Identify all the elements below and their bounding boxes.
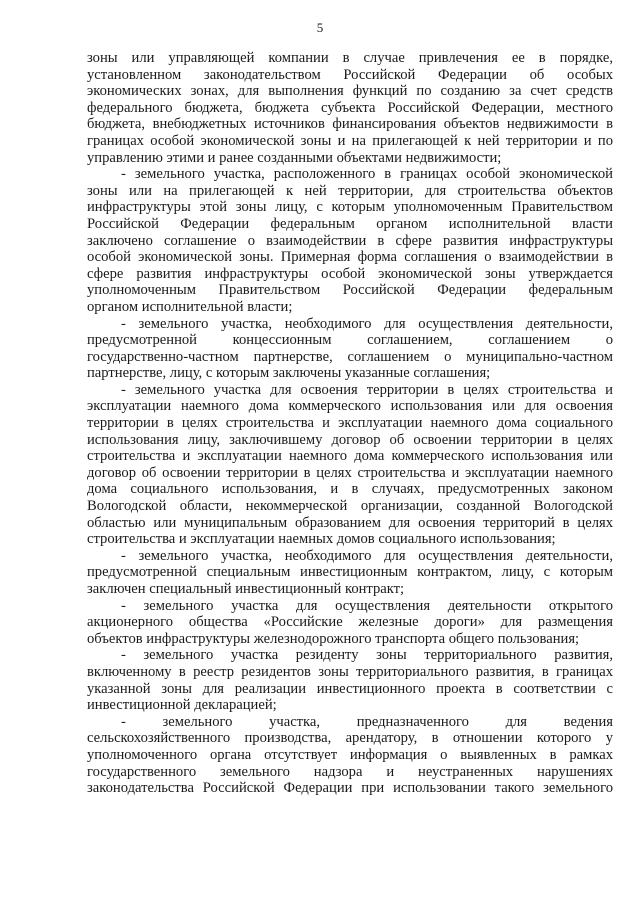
text-line: эксплуатации наемного дома коммерческого использования или для освоения (87, 398, 613, 415)
text-line: зоны или управляющей компании в случае привлечения ее в порядке, (87, 50, 613, 66)
text-line: использования лицу, заключившему договор об освоении территории в целях (87, 431, 613, 448)
text-line: - земельного участка для освоения территории в целях строительства и (121, 381, 613, 398)
text-line: - земельного участка резиденту зоны территориального развития, (121, 647, 613, 664)
text-line: Вологодской области, некоммерческой организации, созданной Вологодской (87, 498, 613, 515)
text-line: договор об освоении территории в целях строительства и эксплуатации наемного (87, 464, 613, 481)
text-line: инфраструктуры этой зоны лицу, с которым уполномоченным Правительством (87, 199, 613, 216)
text-line: предусмотренной специальным инвестиционным контрактом, лицу, с которым (87, 564, 613, 581)
text-line: экономических зонах, для выполнения функций по созданию за счет средств (87, 83, 613, 100)
document-body (87, 50, 613, 797)
text-line: управлению этими и ранее созданными объектами недвижимости; (87, 149, 502, 166)
text-line: сфере развития инфраструктуры особой экономической зоны утверждается (87, 265, 613, 282)
text-line: уполномоченного органа отсутствует информация о выявленных в рамках (87, 746, 613, 763)
text-line: Российской Федерации федеральным органом исполнительной власти (87, 215, 613, 232)
text-line: зоны или на прилегающей к ней территории, для строительства объектов (87, 182, 613, 199)
text-line: предусмотренной концессионным соглашением, соглашением о (87, 332, 613, 349)
text-line: федерального бюджета, бюджета субъекта Российской Федерации, местного (87, 99, 613, 116)
text-line: государственно-частном партнерстве, соглашением о муниципально-частном (87, 348, 613, 365)
text-line: строительства и эксплуатации наемных домов социального использования; (87, 531, 556, 548)
text-line: областью или муниципальным образованием для освоения территорий в целях (87, 514, 613, 531)
text-line: особой экономической зоны. Примерная форма соглашения о взаимодействии в (87, 249, 613, 266)
text-line: государственного земельного надзора и неустраненных нарушениях (87, 763, 613, 780)
text-line: уполномоченным Правительством Российской Федерации федеральным (87, 282, 613, 299)
text-line: объектов инфраструктуры железнодорожного транспорта общего пользования; (87, 630, 580, 647)
text-line: территории в целях строительства и эксплуатации наемного дома социального (87, 415, 613, 432)
text-line: законодательства Российской Федерации при использовании такого земельного (87, 780, 613, 797)
text-line: инвестиционной декларацией; (87, 697, 277, 714)
text-line: заключено соглашение о взаимодействии в сфере развития инфраструктуры (87, 232, 613, 249)
text-line: установленном законодательством Российской Федерации об особых (87, 66, 613, 83)
page-number: 5 (316, 20, 324, 35)
text-line: - земельного участка, расположенного в границах особой экономической (121, 166, 613, 183)
text-line: строительства и эксплуатации наемного дома коммерческого использования или (87, 448, 613, 465)
text-line: указанной зоны для реализации инвестиционного проекта в соответствии с (87, 680, 613, 697)
text-line: бюджета, внебюджетных источников финансирования объектов недвижимости в (87, 116, 613, 133)
text-line: дома социального использования, и в случаях, предусмотренных законом (87, 481, 613, 498)
text-line: акционерного общества «Российские железные дороги» для размещения (87, 614, 613, 631)
text-line: заключен специальный инвестиционный контракт; (87, 581, 405, 597)
text-line: - земельного участка, необходимого для осуществления деятельности, (121, 315, 613, 332)
text-line: - земельного участка для осуществления деятельности открытого (121, 597, 613, 614)
text-line: сельскохозяйственного производства, арендатору, в отношении которого у (87, 730, 613, 747)
text-line: - земельного участка, необходимого для осуществления деятельности, (121, 547, 613, 564)
text-line: партнерстве, лицу, с которым заключены указанные соглашения; (87, 365, 491, 382)
text-line: - земельного участка, предназначенного для ведения (121, 713, 613, 730)
text-line: органом исполнительной власти; (87, 298, 293, 315)
text-line: границах особой экономической зоны и на прилегающей к ней территории и по (87, 132, 613, 149)
text-line: включенному в реестр резидентов зоны территориального развития, в границах (87, 663, 613, 680)
